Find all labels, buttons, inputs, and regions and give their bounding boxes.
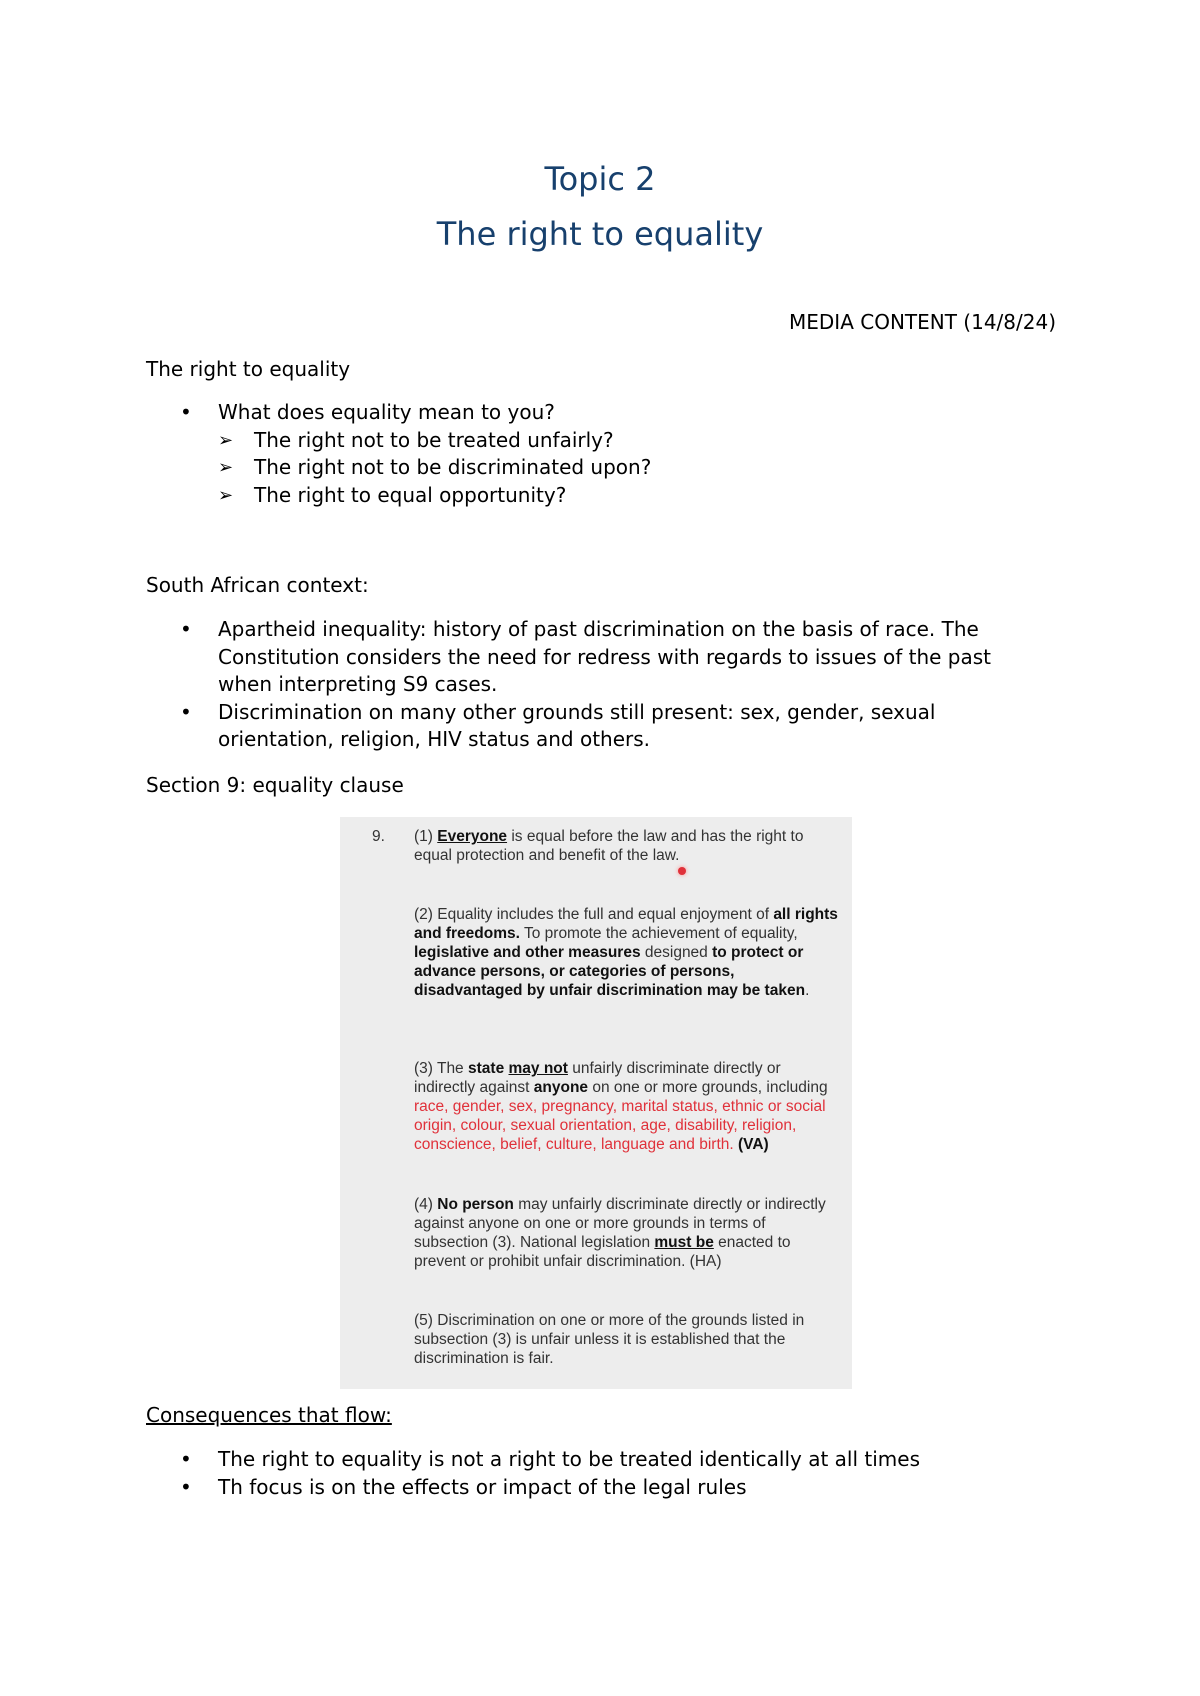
arrow-bullet-icon: ➢ (218, 484, 234, 506)
section-heading-section-9: Section 9: equality clause (146, 773, 404, 797)
sa-context-list (146, 616, 1046, 754)
bullet-icon: • (180, 617, 192, 641)
topic-heading: Topic 2 (544, 160, 656, 198)
sub-list (218, 427, 1046, 510)
arrow-bullet-icon: ➢ (218, 457, 234, 478)
section-9-clause-image (340, 817, 852, 1389)
equality-question-list (146, 399, 1046, 509)
bullet-icon: • (180, 699, 192, 724)
bullet-icon: • (180, 1474, 192, 1499)
list-item-text: What does equality mean to you? (218, 400, 555, 424)
sub-list-item: ➢ The right not to be discriminated upon? (218, 454, 1046, 482)
list-item (146, 399, 1046, 509)
section-heading-right-to-equality: The right to equality (146, 357, 351, 381)
list-item: • Apartheid inequality: history of past discrimination on the basis of race. The Constitution considers the need for redress with regards to issues of the past when interpreting S9 cases. (180, 617, 991, 696)
subsection-4: (4) No person may unfairly discriminate directly or indirectly against anyone on one or more grounds in terms of subsection (3). National legislation must be enacted to prevent or prohibit unfair discrimination. (HA) (414, 1196, 826, 1270)
subsection-3: (3) The state may not unfairly discriminate directly or indirectly against anyone on one or more grounds, including race, gender, sex, pregnancy, marital status, ethnic or social origin, colour, sexual orientation, age, disability, religion, conscience, belief, culture, language and birth. (VA) (414, 1060, 828, 1153)
subsection-2: (2) Equality includes the full and equal enjoyment of all rights and freedoms. To promote the achievement of equality, legislative and other measures designed to protect or advance persons, or categories of persons, disadvantaged by unfair discrimination may be taken. (414, 906, 838, 999)
list-item: • The right to equality is not a right to be treated identically at all times (146, 1446, 1046, 1474)
section-heading-consequences: Consequences that flow: (146, 1403, 392, 1427)
sub-list-item: ➢ The right to equal opportunity? (218, 482, 1046, 510)
red-dot-mark (678, 867, 686, 875)
document-title: The right to equality (436, 215, 764, 253)
media-content-label: MEDIA CONTENT (14/8/24) (789, 310, 1056, 334)
subsection-1: (1) Everyone is equal before the law and has the right to equal protection and benefit of the law. (414, 828, 804, 864)
clause-number: 9. (372, 828, 385, 845)
arrow-bullet-icon: ➢ (218, 429, 234, 451)
section-heading-sa-context: South African context: (146, 573, 369, 597)
list-item: • Th focus is on the effects or impact of the legal rules (146, 1474, 1046, 1502)
subsection-5: (5) Discrimination on one or more of the grounds listed in subsection (3) is unfair unless it is established that the discrimination is fair. (414, 1312, 805, 1367)
bullet-icon: • (180, 1447, 192, 1471)
consequences-list (146, 1446, 1046, 1501)
sub-list-item: ➢ The right not to be treated unfairly? (218, 427, 1046, 455)
bullet-icon: • (180, 400, 192, 424)
list-item: • Discrimination on many other grounds still present: sex, gender, sexual orientation, religion, HIV status and others. (180, 699, 936, 751)
